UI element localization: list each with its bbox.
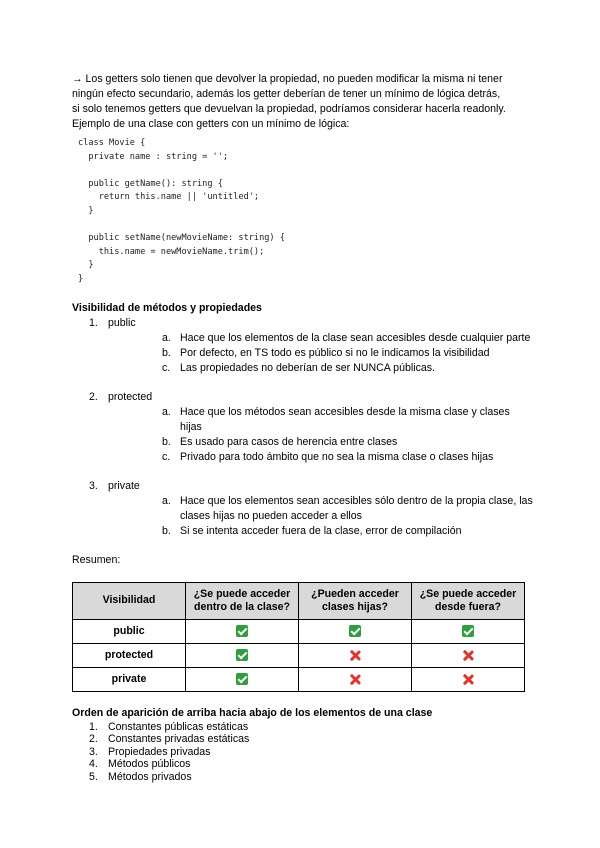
list-item: 4. Métodos públicos	[89, 758, 191, 771]
sublist-item: b. Por defecto, en TS todo es público si no le indicamos la visibilidad	[162, 346, 490, 359]
visibility-list	[72, 316, 534, 539]
intro-line: si solo tenemos getters que devuelvan la propiedad, podríamos considerar hacerla readonly.	[72, 103, 506, 115]
sublist-item: a. Hace que los elementos sean accesibles sólo dentro de la propia clase, las	[162, 494, 533, 507]
row-label: public	[73, 619, 186, 643]
intro-line: Ejemplo de una clase con getters con un mínimo de lógica:	[72, 118, 350, 130]
visibility-table	[72, 582, 525, 692]
list-number: 1.	[89, 316, 98, 329]
check-mark-icon	[236, 625, 248, 637]
code-line: public getName(): string {	[78, 178, 223, 189]
code-line: return this.name || 'untitled';	[78, 192, 260, 203]
list-item-protected	[72, 390, 534, 465]
summary-label: Resumen:	[72, 553, 121, 566]
access-cell	[299, 667, 412, 691]
access-cell	[412, 619, 525, 643]
code-line: class Movie {	[78, 138, 146, 148]
sublist	[108, 331, 534, 376]
check-mark-icon	[462, 625, 474, 637]
check-mark-icon	[236, 673, 248, 685]
row-label: private	[73, 667, 186, 691]
access-cell	[412, 667, 525, 691]
sublist-item: a. Hace que los métodos sean accesibles desde la misma clase y clases hijas	[162, 405, 510, 433]
access-cell	[186, 667, 299, 691]
intro-line: ningún efecto secundario, además los getter deberían de tener un mínimo de lógica detrás,	[72, 88, 501, 100]
cross-mark-icon	[349, 673, 361, 685]
table-header-row	[73, 582, 525, 619]
access-cell	[299, 619, 412, 643]
table-header: ¿Se puede acceder dentro de la clase?	[186, 582, 299, 619]
list-item: 5. Métodos privados	[89, 770, 192, 783]
code-line	[78, 219, 534, 233]
access-cell	[412, 643, 525, 667]
sublist-item: clases hijas no pueden acceder a ellos	[180, 509, 362, 522]
cross-mark-icon	[349, 649, 361, 661]
access-cell	[299, 643, 412, 667]
list-item: 3. Propiedades privadas	[89, 745, 211, 758]
intro-line: → Los getters solo tienen que devolver la propiedad, no pueden modificar la misma ni tener	[72, 73, 503, 85]
code-line: this.name = newMovieName.trim();	[78, 246, 265, 257]
list-label: public	[108, 316, 136, 329]
code-line: }	[78, 205, 94, 216]
code-line	[78, 164, 534, 178]
list-label: protected	[108, 390, 153, 403]
cross-mark-icon	[462, 649, 474, 661]
list-label: private	[108, 479, 140, 492]
check-mark-icon	[236, 649, 248, 661]
code-block	[78, 137, 534, 287]
code-line: public setName(newMovieName: string) {	[78, 233, 285, 244]
cross-mark-icon	[462, 673, 474, 685]
list-item-private	[72, 479, 534, 539]
intro-paragraph	[72, 72, 534, 132]
table-header: ¿Se puede acceder desde fuera?	[412, 582, 525, 619]
sublist	[108, 494, 534, 539]
list-number: 3.	[89, 479, 98, 492]
sublist-item: c. Privado para todo ámbito que no sea la misma clase o clases hijas	[162, 450, 494, 463]
sublist-item: c. Las propiedades no deberían de ser NUNCA públicas.	[162, 361, 435, 374]
list-item-public	[72, 316, 534, 376]
table-row	[73, 619, 525, 643]
order-list	[72, 721, 534, 784]
access-cell	[186, 643, 299, 667]
code-line: private name : string = '';	[78, 151, 229, 162]
table-row	[73, 667, 525, 691]
table-header: ¿Pueden acceder clases hijas?	[299, 582, 412, 619]
list-number: 2.	[89, 390, 98, 403]
list-item: 2. Constantes privadas estáticas	[89, 733, 250, 746]
table-header: Visibilidad	[73, 582, 186, 619]
row-label: protected	[73, 643, 186, 667]
list-item: 1. Constantes públicas estáticas	[89, 720, 249, 733]
table-row	[73, 643, 525, 667]
sublist-item: b. Es usado para casos de herencia entre clases	[162, 435, 398, 448]
sublist	[108, 405, 534, 465]
access-cell	[186, 619, 299, 643]
code-line: }	[78, 273, 84, 284]
visibility-heading: Visibilidad de métodos y propiedades	[72, 301, 262, 314]
order-heading: Orden de aparición de arriba hacia abajo de los elementos de una clase	[72, 706, 433, 719]
sublist-item: b. Si se intenta acceder fuera de la clase, error de compilación	[162, 524, 462, 537]
check-mark-icon	[349, 625, 361, 637]
document-page	[72, 72, 534, 784]
sublist-item: a. Hace que los elementos de la clase sean accesibles desde cualquier parte	[162, 331, 531, 344]
code-line: }	[78, 260, 94, 271]
